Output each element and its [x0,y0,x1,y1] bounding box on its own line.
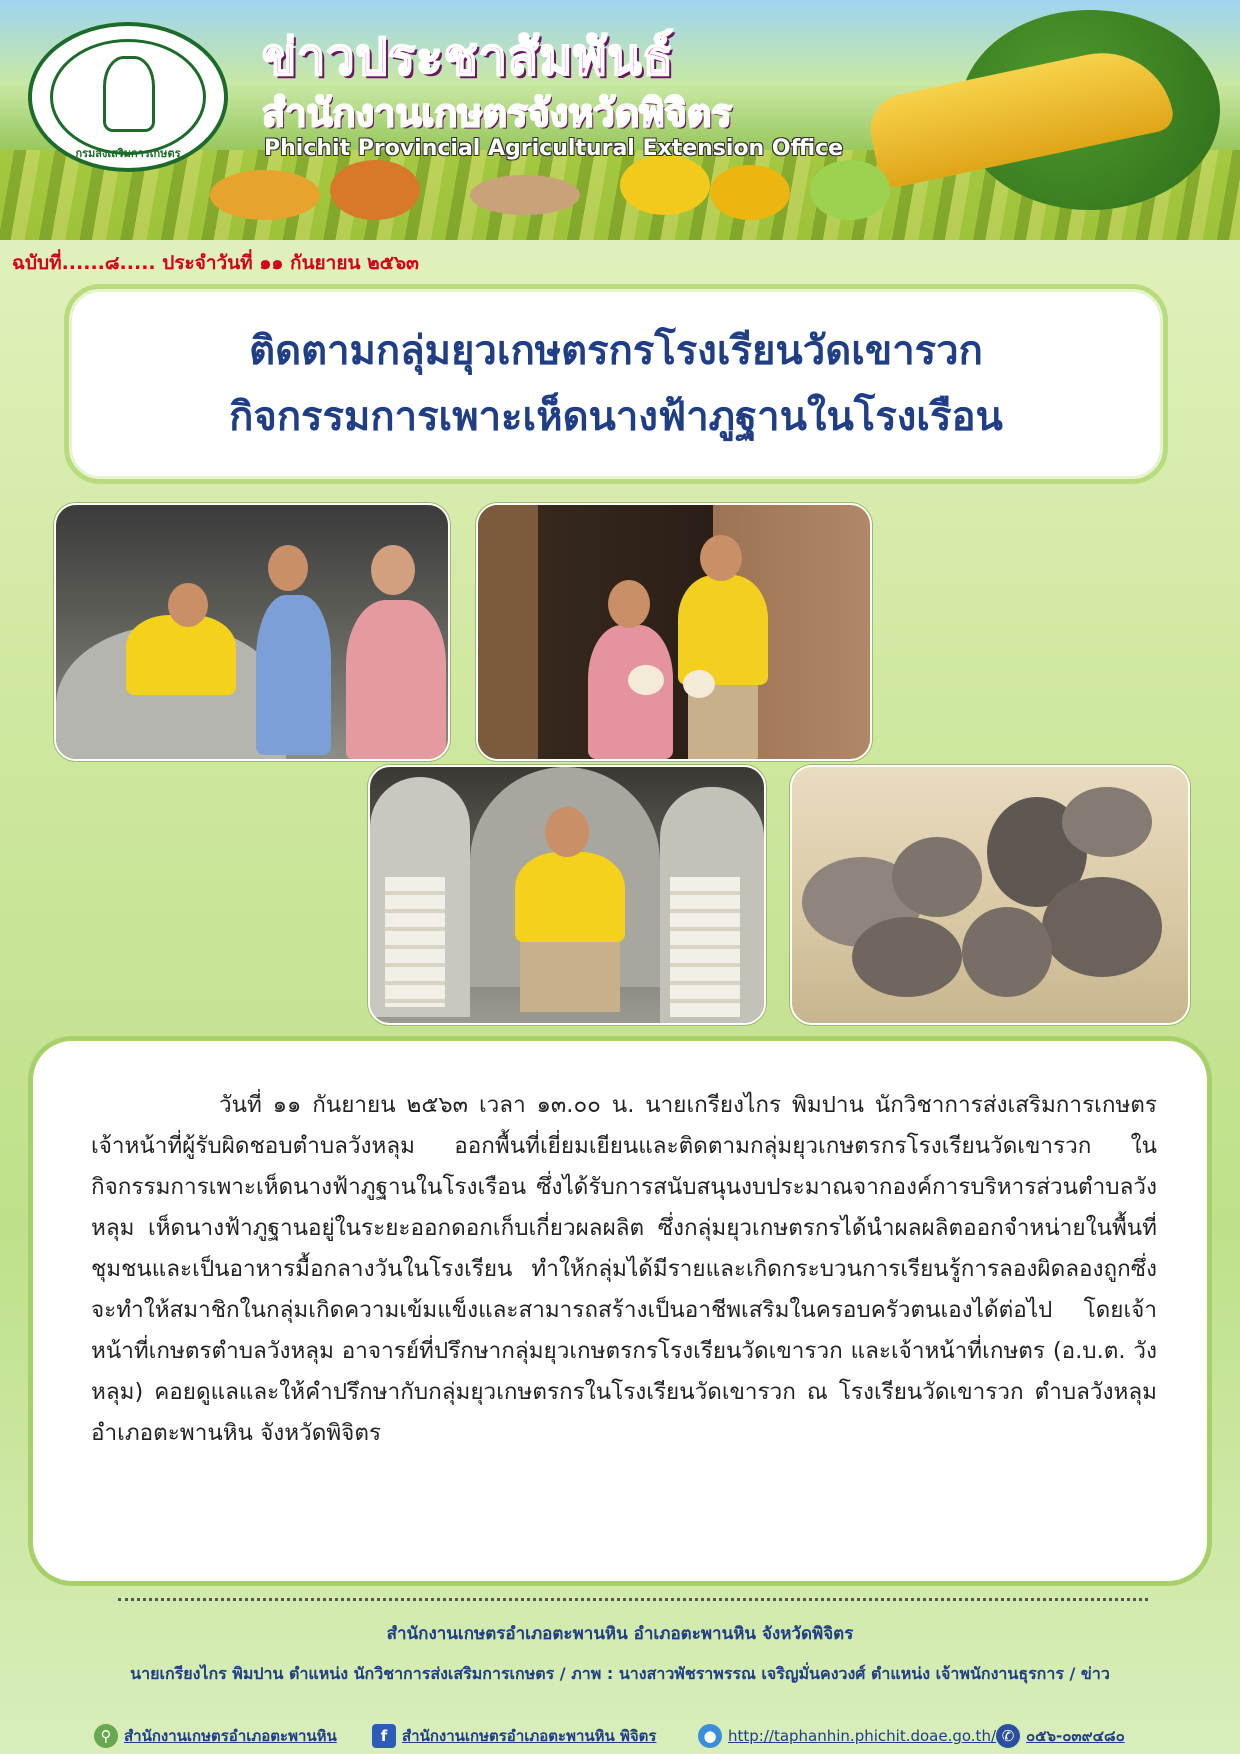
contact-website-link: http://taphanhin.phichit.doae.go.th/ [728,1727,997,1745]
photo-2 [476,503,872,761]
contact-facebook[interactable] [372,1724,656,1748]
logo-text: กรมส่งเสริมการเกษตร [75,147,181,160]
headline-line-2: กิจกรรมการเพาะเห็ดนางฟ้าภูฐานในโรงเรือน [229,394,1003,440]
issue-line: ฉบับที่......๘..... ประจำวันที่ ๑๑ กันยายน ๒๕๖๓ [12,252,420,274]
footer-divider [118,1598,1148,1601]
department-logo [28,22,228,172]
article-body-box [28,1036,1212,1586]
contact-phone[interactable] [996,1724,1125,1748]
header-banner [0,0,1240,240]
office-name: สำนักงานเกษตรจังหวัดพิจิตร [262,91,732,135]
contact-website[interactable] [698,1724,996,1748]
footer-office: สำนักงานเกษตรอำเภอตะพานหิน อำเภอตะพานหิน จังหวัดพิจิตร [386,1624,854,1644]
headline-line-1: ติดตามกลุ่มยุวเกษตรกรโรงเรียนวัดเขารวก [249,328,983,374]
contact-location[interactable] [94,1724,337,1748]
contact-phone-text: ๐๕๖-๐๓๙๔๘๐ [1026,1727,1125,1745]
photo-1 [54,503,450,761]
footer-credits: นายเกรียงไกร พิมปาน ตำแหน่ง นักวิชาการส่งเสริมการเกษตร / ภาพ : นางสาวพัชราพรรณ เจริญมั่นคงวงศ์ ตำแหน่ง เจ้าพนักงานธุรการ / ข่าว [130,1664,1110,1683]
article-body-text: วันที่ ๑๑ กันยายน ๒๕๖๓ เวลา ๑๓.๐๐ น. นายเกรียงไกร พิมปาน นักวิชาการส่งเสริมการเกษตร เจ้าหน้าที่ผู้รับผิดชอบตำบลวังหลุม ออกพื้นที่เยี่ยมเยียนและติดตามกลุ่มยุวเกษตรกรโรงเรียนวัดเขารวก ในกิจกรรมการเพาะเห็ดนางฟ้าภูฐานในโรงเรือน ซึ่งได้รับการสนับสนุนงบประมาณจากองค์การบริหารส่วนตำบลวังหลุม เห็ดนางฟ้าภูฐานอยู่ในระยะออกดอกเก็บเกี่ยวผลผลิต ซึ่งกลุ่มยุวเกษตรกรได้นำผลผลิตออกจำหน่ายในพื้นที่ชุมชนและเป็นอาหารมื้อกลางวันในโรงเรียน ทำให้กลุ่มได้มีรายและเกิดกระบวนการเรียนรู้การลองผิดลองถูกซึ่งจะทำให้สมาชิกในกลุ่มเกิดความเข้มแข็งและสามารถสร้างเป็นอาชีพเสริมในครอบครัวตนเองได้ต่อไป โดยเจ้าหน้าที่เกษตรตำบลวังหลุม อาจารย์ที่ปรึกษากลุ่มยุวเกษตรกรโรงเรียนวัดเขารวก และเจ้าหน้าที่เกษตร (อ.บ.ต. วังหลุม) คอยดูแลและให้คำปรึกษากับกลุ่มยุวเกษตรกรในโรงเรียนวัดเขารวก ณ โรงเรียนวัดเขารวก ตำบลวังหลุม อำเภอตะพานหิน จังหวัดพิจิตร [91,1092,1157,1446]
facebook-icon: f [372,1724,396,1748]
produce-image [170,150,930,230]
logo-emblem-icon [50,39,206,155]
contact-location-text: สำนักงานเกษตรอำเภอตะพานหิน [124,1727,337,1745]
office-name-english: Phichit Provincial Agricultural Extension Office [264,136,844,161]
photo-4-mushrooms [790,765,1190,1025]
photo-3 [368,765,766,1025]
location-pin-icon: ⚲ [94,1724,118,1748]
globe-icon: ● [698,1724,722,1748]
page-title: ข่าวประชาสัมพันธ์ [262,28,674,86]
contact-facebook-text: สำนักงานเกษตรอำเภอตะพานหิน พิจิตร [402,1727,657,1745]
headline-box [64,284,1168,484]
phone-icon: ✆ [996,1724,1020,1748]
